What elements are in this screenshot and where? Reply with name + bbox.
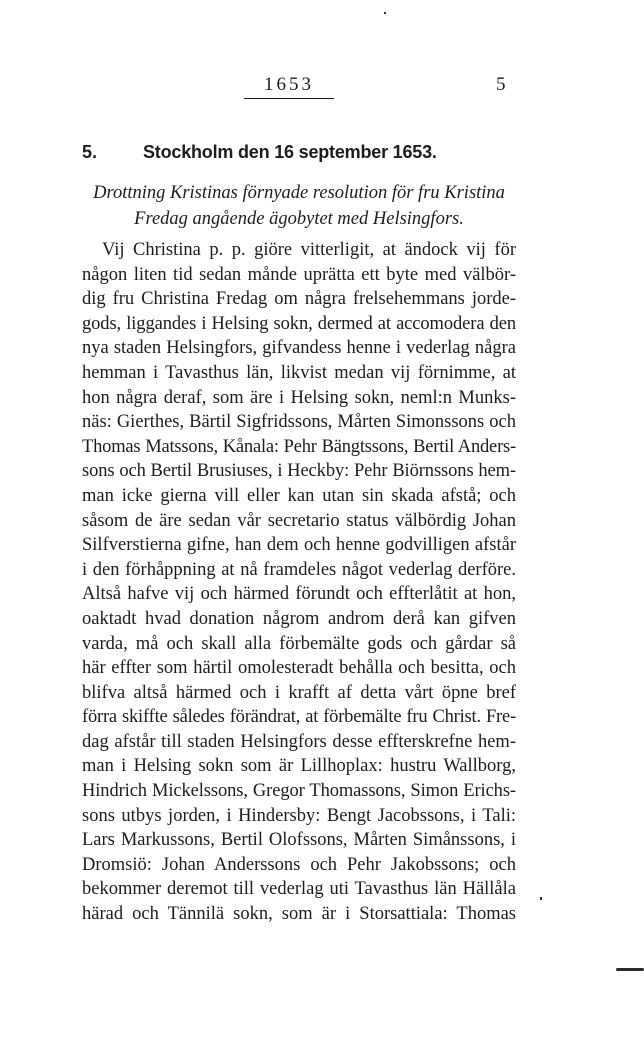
body-line: varda, må och skall alla förbemälte gods och gårdar så — [82, 633, 516, 654]
body-line: Altså hafve vij och härmed förundt och effterlåtit at hon, — [82, 584, 516, 605]
body-line: dig fru Christina Fredag om några frelsehemmans jorde- — [82, 289, 516, 310]
body-line: man icke gierna vill eller kan utan sin skada afstå; och — [82, 485, 516, 506]
body-line: hon några deraf, som äre i Helsing sokn, neml:n Munks- — [82, 387, 516, 408]
body-line: förra skiffte således förändrat, at förbemälte fru Christ. Fre- — [82, 707, 516, 728]
body-line: nya staden Helsingfors, gifvandess henne i vederlag några — [82, 338, 516, 359]
body-line: gods, liggandes i Helsing sokn, dermed at accomodera den — [82, 313, 516, 334]
body-line: oaktadt hvad donation någrom androm derå kan gifven — [82, 608, 516, 629]
print-speck — [540, 897, 542, 900]
document-number: 5. — [82, 142, 98, 162]
subtitle-line: Drottning Kristinas förnyade resolution för fru Kristina — [93, 183, 505, 203]
body-line: Thomas Matssons, Kånala: Pehr Bängtssons, Bertil Anders- — [82, 436, 516, 457]
document-place-date: Stockholm den 16 september 1653. — [143, 142, 437, 162]
running-head-year: 1653 — [244, 74, 334, 99]
page-edge-mark — [616, 968, 644, 971]
body-line: Hindrich Mickelssons, Gregor Thomassons, Simon Erichs- — [82, 781, 516, 802]
body-line: någon liten tid sedan månde uprätta ett byte med välbör- — [82, 264, 516, 285]
page-number: 5 — [496, 74, 506, 95]
body-line: sons och Bertil Brusiuses, i Heckby: Pehr Biörnssons hem- — [82, 461, 516, 482]
body-line: hemman i Tavasthus län, likvist medan vij förnimme, at — [82, 362, 516, 383]
body-line: man i Helsing sokn som är Lillhoplax: hustru Wallborg, — [82, 756, 516, 777]
body-text — [82, 238, 516, 927]
document-heading — [82, 142, 522, 168]
body-line: Lars Markussons, Bertil Olofssons, Mårten Simånssons, i — [82, 830, 516, 851]
subtitle-line: Fredag angående ägobytet med Helsingfors. — [134, 209, 464, 229]
print-speck — [384, 12, 386, 14]
body-line: sons utbys jorden, i Hindersby: Bengt Jacobssons, i Tali: — [82, 805, 516, 826]
body-line: i den förhåppning at nå framdeles något vederlag derföre. — [82, 559, 516, 580]
document-subtitle — [82, 180, 516, 232]
body-line: såsom de äre sedan vår secretario status välbördig Johan — [82, 510, 516, 531]
body-line: näs: Gierthes, Bärtil Sigfridssons, Mårten Simonssons och — [82, 412, 516, 433]
body-line: bekommer deremot till vederlag uti Tavasthus län Hällåla — [82, 879, 516, 900]
body-line: dag afstår till staden Helsingfors desse effterskrefne hem- — [82, 731, 516, 752]
body-line: Silfverstierna gifne, han dem och henne godvilligen afstår — [82, 535, 516, 556]
body-line: härad och Tännilä sokn, som är i Storsattiala: Thomas — [82, 904, 516, 925]
body-line: Dromsiö: Johan Anderssons och Pehr Jakobssons; och — [82, 854, 516, 875]
body-line: blifva altså härmed och i krafft af detta vårt öpne bref — [82, 682, 516, 703]
page-header — [0, 74, 644, 104]
body-line: här effter som härtil omolesteradt behålla och besitta, och — [82, 658, 516, 679]
body-line: Vij Christina p. p. giöre vitterligit, at ändock vij för — [102, 240, 516, 260]
